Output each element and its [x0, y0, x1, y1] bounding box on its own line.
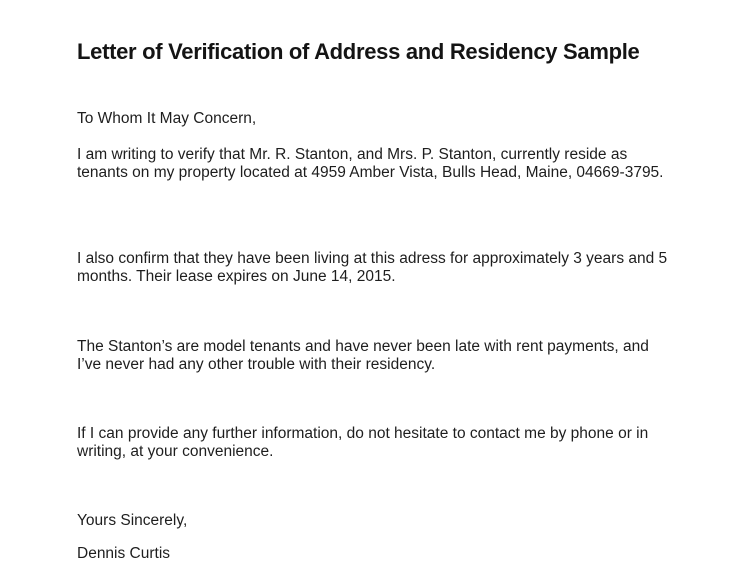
letter-closing: Yours Sincerely,: [77, 512, 188, 529]
letter-paragraph-2: I also confirm that they have been living at this adress for approximately 3 years and 5 months. Their lease expires on June 14, 2015.: [77, 250, 668, 285]
letter-paragraph-1: I am writing to verify that Mr. R. Stanton, and Mrs. P. Stanton, currently reside as tenants on my property located at 4959 Amber Vista, Bulls Head, Maine, 04669-3795.: [77, 146, 664, 181]
letter-paragraph-4: If I can provide any further information, do not hesitate to contact me by phone or in writing, at your convenience.: [77, 425, 649, 460]
letter-signature: Dennis Curtis: [77, 545, 171, 562]
letter-title: Letter of Verification of Address and Residency Sample: [77, 39, 640, 64]
letter-greeting: To Whom It May Concern,: [77, 110, 257, 127]
letter-paragraph-3: The Stanton’s are model tenants and have never been late with rent payments, and I’ve never had any other trouble with their residency.: [77, 338, 649, 373]
